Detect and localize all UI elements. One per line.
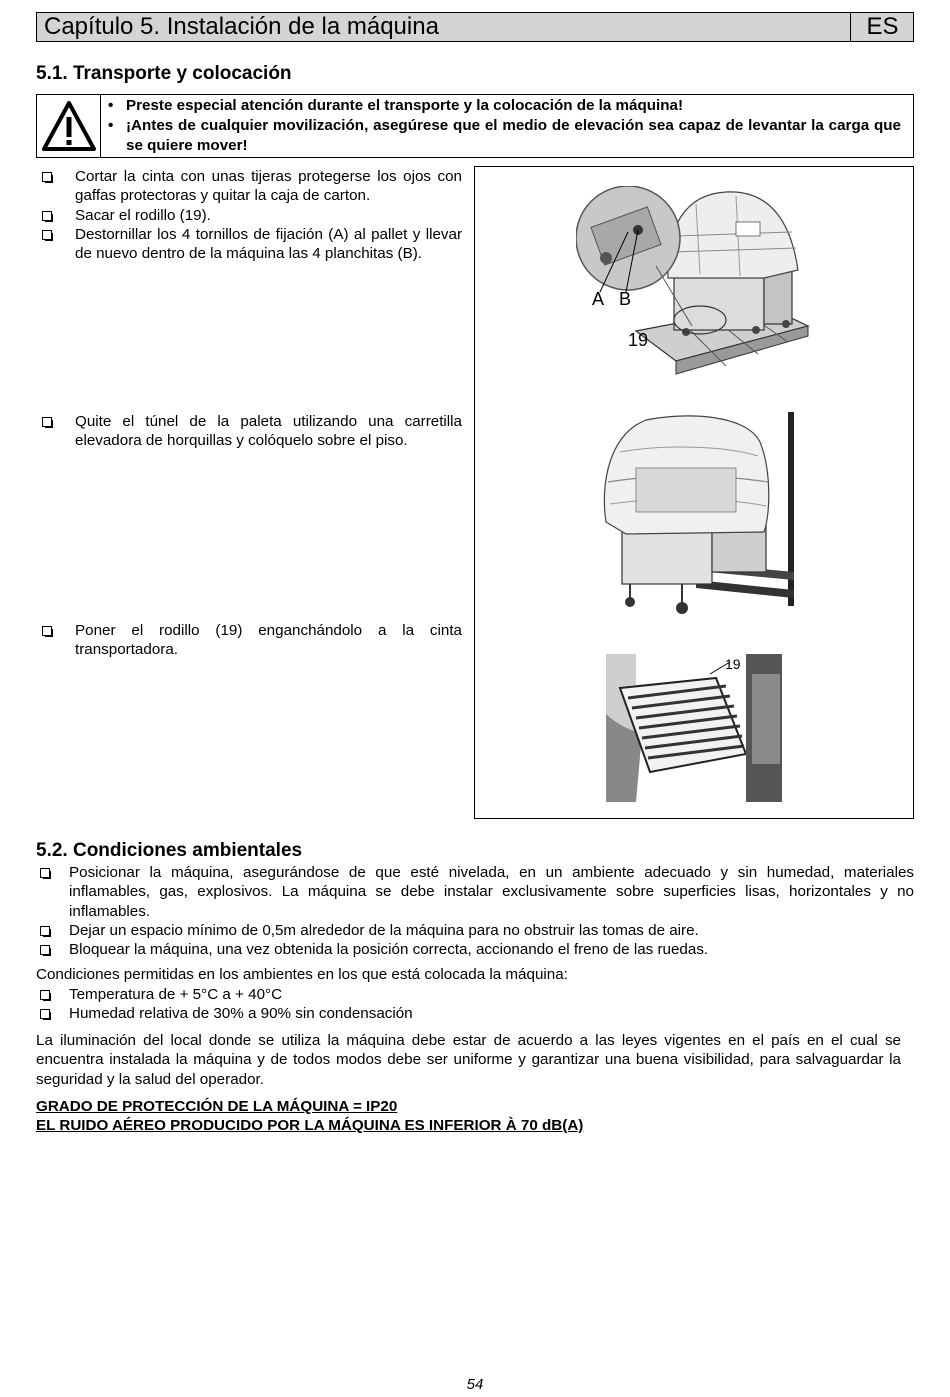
steps-list-roller bbox=[36, 621, 462, 660]
section-title-transport: 5.1. Transporte y colocación bbox=[36, 63, 292, 84]
checkbox-bullet-icon bbox=[40, 945, 50, 955]
checkbox-bullet-icon bbox=[42, 230, 52, 240]
conditions-intro: Condiciones permitidas en los ambientes en los que está colocada la máquina: bbox=[36, 966, 568, 983]
list-item: Destornillar los 4 tornillos de fijación (A) al pallet y llevar de nuevo dentro de la máquina las 4 planchitas (B). bbox=[36, 225, 462, 264]
figure-label-a: A bbox=[592, 289, 605, 309]
list-item: Cortar la cinta con unas tijeras protegerse los ojos con gaffas protectoras y quitar la caja de carton. bbox=[36, 167, 462, 206]
lighting-paragraph: La iluminación del local donde se utiliza la máquina debe estar de acuerdo a las leyes vigentes en el país en el cual se encuentra instalada la máquina y de todos modos debe ser uniforme y garantizar una buena visibilidad, para salvaguardar la seguridad y la salud del operador. bbox=[36, 1032, 901, 1088]
environment-list bbox=[36, 863, 914, 959]
warning-item: • ¡Antes de cualquier movilización, asegúrese que el medio de elevación sea capaz de levantar la carga que se quiere mover! bbox=[104, 116, 901, 156]
noise-level: EL RUIDO AÉREO PRODUCIDO POR LA MÁQUINA ES INFERIOR À 70 dB(A) bbox=[36, 1117, 584, 1134]
warning-divider bbox=[100, 94, 101, 158]
warning-item: • Preste especial atención durante el transporte y la colocación de la máquina! bbox=[104, 96, 901, 116]
list-item: Sacar el rodillo (19). bbox=[36, 206, 462, 225]
list-item: Bloquear la máquina, una vez obtenida la posición correcta, accionando el freno de las ruedas. bbox=[36, 940, 914, 959]
list-item: Poner el rodillo (19) enganchándolo a la cinta transportadora. bbox=[36, 621, 462, 660]
machine-on-pallet-figure bbox=[576, 186, 812, 382]
protection-degree: GRADO DE PROTECCIÓN DE LA MÁQUINA = IP20 bbox=[36, 1098, 398, 1115]
machine-forklift-figure bbox=[596, 412, 800, 616]
warning-triangle-icon bbox=[41, 100, 97, 152]
checkbox-bullet-icon bbox=[42, 211, 52, 221]
conditions-list bbox=[36, 985, 914, 1024]
section-title-environment: 5.2. Condiciones ambientales bbox=[36, 840, 303, 861]
chapter-title: Capítulo 5. Instalación de la máquina bbox=[44, 13, 439, 40]
list-item: Posicionar la máquina, asegurándose de que esté nivelada, en un ambiente adecuado y sin humedad, materiales inflamables, gas, explosivos. La máquina se debe instalar exclusivamente sobre superficies lisas, horizontales y no inflamables. bbox=[36, 863, 914, 921]
checkbox-bullet-icon bbox=[40, 868, 50, 878]
list-item: Temperatura de + 5°C a + 40°C bbox=[36, 985, 914, 1004]
language-code: ES bbox=[866, 13, 899, 40]
figure-label-b: B bbox=[619, 289, 632, 309]
checkbox-bullet-icon bbox=[42, 417, 52, 427]
checkbox-bullet-icon bbox=[40, 926, 50, 936]
roller-figure bbox=[606, 654, 784, 802]
roller-label-19: 19 bbox=[725, 656, 741, 672]
list-item: Quite el túnel de la paleta utilizando una carretilla elevadora de horquillas y colóquelo sobre el piso. bbox=[36, 412, 462, 451]
page-number: 54 bbox=[466, 1376, 484, 1393]
checkbox-bullet-icon bbox=[42, 626, 52, 636]
warning-list bbox=[104, 96, 901, 156]
steps-list-forklift bbox=[36, 412, 462, 451]
figure-label-19: 19 bbox=[628, 330, 649, 350]
list-item: Humedad relativa de 30% a 90% sin condensación bbox=[36, 1004, 914, 1023]
checkbox-bullet-icon bbox=[40, 990, 50, 1000]
checkbox-bullet-icon bbox=[42, 172, 52, 182]
checkbox-bullet-icon bbox=[40, 1009, 50, 1019]
steps-list-unpack bbox=[36, 167, 462, 263]
list-item: Dejar un espacio mínimo de 0,5m alrededor de la máquina para no obstruir las tomas de aire. bbox=[36, 921, 914, 940]
